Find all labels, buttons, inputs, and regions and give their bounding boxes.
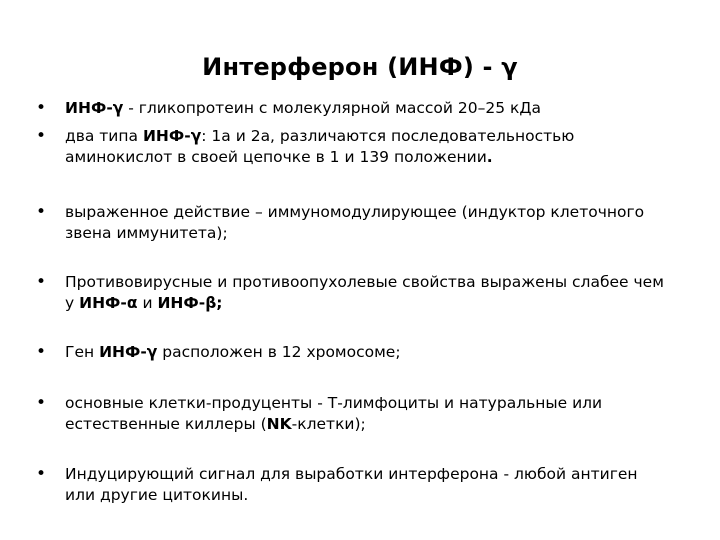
bullet-segment: ИНФ-γ [99,343,158,361]
bullet-text [65,98,665,119]
bullet-segment: . [486,147,493,166]
bullet-segment: расположен в 12 хромосоме; [157,343,401,361]
bullet-segment: ИНФ-β; [157,293,223,312]
bullet-segment: основные клетки-продуценты - Т-лимфоциты и натуральные или естественные киллеры ( [65,394,603,433]
bullet-segment: : 1а и 2а, различаются последовательностью аминокислот в своей цепочке в 1 и 139 положении [65,127,575,166]
bullet-marker: • [36,393,47,413]
bullet-segment: - гликопротеин с молекулярной массой 20–25 кДа [123,99,541,117]
slide-title: Интерферон (ИНФ) - γ [202,53,518,81]
bullet-marker: • [36,272,47,292]
bullet-segment: NK [266,414,292,433]
bullet-text [65,464,665,505]
bullet-marker: • [36,464,47,484]
bullet-marker: • [36,342,47,362]
bullet-marker: • [36,202,47,222]
bullet-marker: • [36,98,47,118]
bullet-marker: • [36,126,47,146]
bullet-segment: и [137,293,158,312]
bullet-segment: -клетки); [291,414,366,433]
bullet-segment: ИНФ-γ [65,99,124,117]
bullet-segment: ИНФ-γ [142,127,202,145]
bullet-text [65,393,665,434]
bullet-text [65,126,665,167]
bullet-segment: два типа [65,127,143,145]
bullet-text [65,202,665,243]
bullet-segment: ИНФ-α [79,293,138,312]
bullet-segment: выраженное действие – иммуномодулирующее (индуктор клеточного звена иммунитета); [65,203,645,242]
bullet-text [65,272,665,313]
bullet-segment: Ген [65,343,100,361]
bullet-text [65,342,665,363]
bullet-segment: Индуцирующий сигнал для выработки интерферона - любой антиген или другие цитокины. [65,465,638,504]
bullet-segment: Противовирусные и противоопухолевые свойства выражены слабее чем у [65,273,664,312]
